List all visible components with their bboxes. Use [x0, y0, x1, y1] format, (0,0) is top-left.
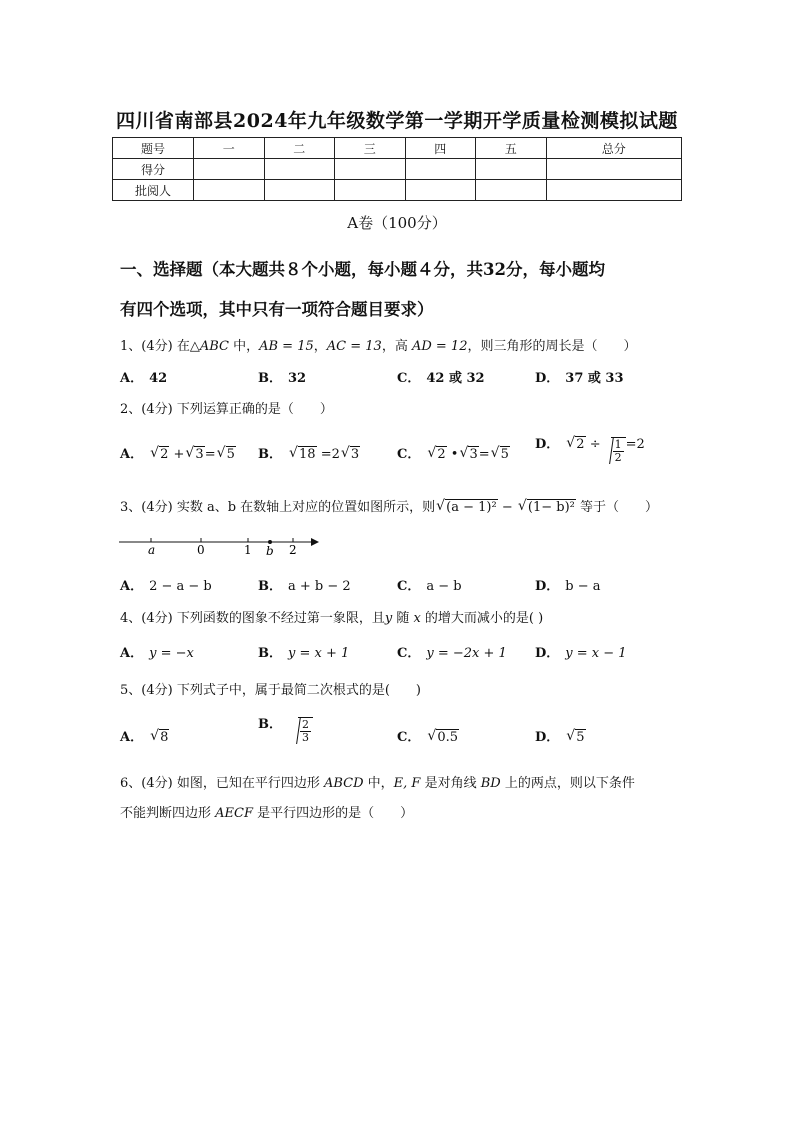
denominator: 2: [614, 451, 622, 464]
score-cell: [405, 180, 476, 201]
part1-heading-line2: 有四个选项，其中只有一项符合题目要求）: [120, 300, 434, 319]
sqrt-symbol: [150, 730, 169, 745]
sqrt-symbol: [491, 447, 510, 462]
sqrt-symbol: [288, 717, 313, 744]
q6-text: 是对角线: [420, 776, 481, 791]
q1-text: ，: [313, 339, 327, 354]
axis-label-a: a: [148, 543, 156, 557]
q2-option-a[interactable]: [120, 443, 236, 462]
option-text: 32: [288, 371, 307, 386]
q1-ad: AD = 12: [411, 339, 468, 354]
option-text: b − a: [565, 579, 601, 594]
q1-ab: AB = 15: [259, 339, 314, 354]
sqrt-symbol: [459, 447, 478, 462]
score-cell: 总分: [546, 138, 682, 159]
sqrt-symbol: [427, 447, 446, 462]
q1-suffix: ，则三角形的周长是（ ）: [467, 339, 637, 354]
score-cell: [335, 180, 406, 201]
sqrt-symbol: [518, 500, 576, 515]
option-label: A．: [120, 646, 144, 661]
score-cell: [476, 159, 547, 180]
score-cell: [264, 159, 335, 180]
q4-text: 的增大而减小的是( ): [420, 611, 544, 626]
operator: −: [501, 500, 513, 515]
q3-text: 3、(4分) 实数 a、b 在数轴上对应的位置如图所示，则: [120, 500, 436, 515]
radicand: (a − 1)²: [446, 500, 497, 515]
exam-title: 四川省南部县2024年九年级数学第一学期开学质量检测模拟试题: [116, 110, 678, 132]
q4-option-a[interactable]: [120, 642, 194, 661]
q6-text: 中，: [363, 776, 394, 791]
q1-option-a[interactable]: [120, 367, 167, 386]
q6-abcd: ABCD: [323, 776, 364, 791]
axis-arrow-icon: [311, 538, 319, 546]
option-label: D．: [535, 371, 560, 386]
option-label: D．: [535, 437, 560, 452]
operator: =2: [625, 437, 645, 452]
var-y: y: [384, 611, 393, 626]
q4-text: 随: [392, 611, 414, 626]
option-label: D．: [535, 579, 560, 594]
radicand: 5: [226, 447, 235, 462]
q1-option-b[interactable]: [258, 367, 306, 386]
var-x: x: [413, 611, 421, 626]
q1-ac: AC = 13: [326, 339, 382, 354]
score-cell: [405, 159, 476, 180]
q2-option-d[interactable]: [535, 433, 645, 464]
sqrt-symbol: [566, 437, 585, 452]
operator: =: [204, 447, 216, 462]
q1-option-c[interactable]: [397, 367, 485, 386]
score-table-header-row: [113, 138, 682, 159]
radicand: 8: [160, 730, 169, 745]
option-label: D．: [535, 730, 560, 745]
sqrt-symbol: [341, 447, 360, 462]
option-label: C．: [397, 579, 421, 594]
section-a-heading: A卷（100分）: [347, 214, 447, 232]
numerator: 2: [302, 718, 309, 731]
sqrt-symbol: [150, 447, 169, 462]
option-text: 42 或 32: [426, 371, 485, 386]
q3-option-c[interactable]: [397, 575, 462, 594]
question-3-stem: [120, 496, 658, 515]
score-cell: 一: [194, 138, 265, 159]
option-label: A．: [120, 579, 144, 594]
q3-option-a[interactable]: [120, 575, 212, 594]
radicand: 2: [437, 447, 446, 462]
option-text: y = x − 1: [565, 646, 627, 661]
q4-option-b[interactable]: [258, 642, 349, 661]
score-table-row: [113, 159, 682, 180]
score-cell: [335, 159, 406, 180]
option-text: 37 或 33: [565, 371, 624, 386]
option-label: D．: [535, 646, 560, 661]
score-cell: 二: [264, 138, 335, 159]
operator: =2: [320, 447, 340, 462]
q6-text: 上的两点，则以下条件: [500, 776, 635, 791]
operator: •: [450, 447, 459, 462]
number-line-diagram: [115, 530, 325, 558]
fraction: [298, 717, 313, 744]
score-cell: [264, 180, 335, 201]
score-cell: [546, 159, 682, 180]
option-label: A．: [120, 730, 144, 745]
q1-text: 中，: [228, 339, 260, 354]
score-cell: [194, 180, 265, 201]
sqrt-symbol: [185, 447, 204, 462]
option-label: B．: [258, 646, 282, 661]
option-text: y = x + 1: [288, 646, 350, 661]
question-6-stem-line1: [120, 772, 635, 791]
option-label: B．: [258, 579, 282, 594]
operator: ÷: [589, 437, 601, 452]
axis-label-two: 2: [289, 543, 297, 557]
sqrt-symbol: [427, 730, 459, 745]
question-5-stem: 5、(4分) 下列式子中，属于最简二次根式的是( ): [120, 683, 421, 698]
score-cell: [194, 159, 265, 180]
score-table-row: [113, 180, 682, 201]
radicand: 0.5: [437, 730, 459, 745]
q6-ef: E, F: [393, 776, 421, 791]
score-cell: 得分: [113, 159, 194, 180]
q5-option-c[interactable]: [397, 726, 459, 745]
axis-label-b: b: [266, 544, 274, 558]
q2-option-b[interactable]: [258, 443, 360, 462]
operator: =: [478, 447, 490, 462]
q6-text: 6、(4分) 如图，已知在平行四边形: [120, 776, 324, 791]
q4-option-d[interactable]: [535, 642, 627, 661]
sqrt-symbol: [289, 447, 317, 462]
axis-label-zero: 0: [197, 543, 205, 557]
q3-text: 等于（ ）: [580, 500, 659, 515]
sqrt-symbol: [601, 437, 626, 464]
radicand: 18: [299, 447, 316, 462]
option-label: C．: [397, 447, 421, 462]
q2-option-c[interactable]: [397, 443, 510, 462]
radicand: 3: [469, 447, 478, 462]
score-table: [112, 137, 682, 201]
score-cell: 题号: [113, 138, 194, 159]
score-cell: [476, 180, 547, 201]
option-label: C．: [397, 646, 421, 661]
option-label: C．: [397, 371, 421, 386]
score-cell: 四: [405, 138, 476, 159]
q3-option-d[interactable]: [535, 575, 601, 594]
score-cell: 三: [335, 138, 406, 159]
q1-triangle: △ABC: [189, 339, 229, 354]
option-label: B．: [258, 447, 282, 462]
question-2-stem: 2、(4分) 下列运算正确的是（ ）: [120, 402, 333, 417]
q4-text: 4、(4分) 下列函数的图象不经过第一象限，且: [120, 611, 385, 626]
q1-text: ，高: [381, 339, 412, 354]
option-label: C．: [397, 730, 421, 745]
question-4-stem: [120, 607, 543, 626]
radicand: 3: [350, 447, 360, 462]
radicand: 3: [195, 447, 204, 462]
q1-prefix: 1、(4分) 在: [120, 339, 190, 354]
option-label: A．: [120, 447, 144, 462]
q6-aecf: AECF: [215, 806, 253, 821]
option-label: A．: [120, 371, 144, 386]
question-1-stem: [120, 335, 636, 354]
q3-option-b[interactable]: [258, 575, 351, 594]
sqrt-symbol: [217, 447, 236, 462]
question-6-stem-line2: [120, 802, 413, 821]
q6-text: 不能判断四边形: [120, 806, 216, 821]
q1-option-d[interactable]: [535, 367, 624, 386]
option-text: y = −2x + 1: [426, 646, 507, 661]
option-text: a + b − 2: [288, 579, 351, 594]
option-label: B．: [258, 717, 282, 732]
radicand: 2: [576, 437, 585, 452]
operator: +: [173, 447, 185, 462]
q6-bd: BD: [480, 776, 501, 791]
score-cell: 批阅人: [113, 180, 194, 201]
q5-option-a[interactable]: [120, 726, 169, 745]
option-label: B．: [258, 371, 282, 386]
option-text: y = −x: [149, 646, 194, 661]
sqrt-symbol: [436, 500, 498, 515]
q5-option-d[interactable]: [535, 726, 586, 745]
option-text: 2 − a − b: [149, 579, 212, 594]
axis-label-one: 1: [244, 543, 252, 557]
denominator: 3: [302, 731, 309, 744]
score-cell: [546, 180, 682, 201]
q5-option-b[interactable]: [258, 713, 313, 744]
score-cell: 五: [476, 138, 547, 159]
fraction: [611, 437, 626, 464]
part1-heading-line1: 一、选择题（本大题共８个小题，每小题４分，共32分，每小题均: [120, 260, 605, 279]
q6-text: 是平行四边形的是（ ）: [253, 806, 414, 821]
option-text: 42: [149, 371, 168, 386]
option-text: a − b: [426, 579, 462, 594]
radicand: 5: [576, 730, 585, 745]
numerator: 1: [614, 438, 622, 451]
radicand: 5: [500, 447, 509, 462]
sqrt-symbol: [566, 730, 585, 745]
q4-option-c[interactable]: [397, 642, 507, 661]
radicand: 2: [160, 447, 169, 462]
radicand: (1− b)²: [527, 500, 575, 515]
